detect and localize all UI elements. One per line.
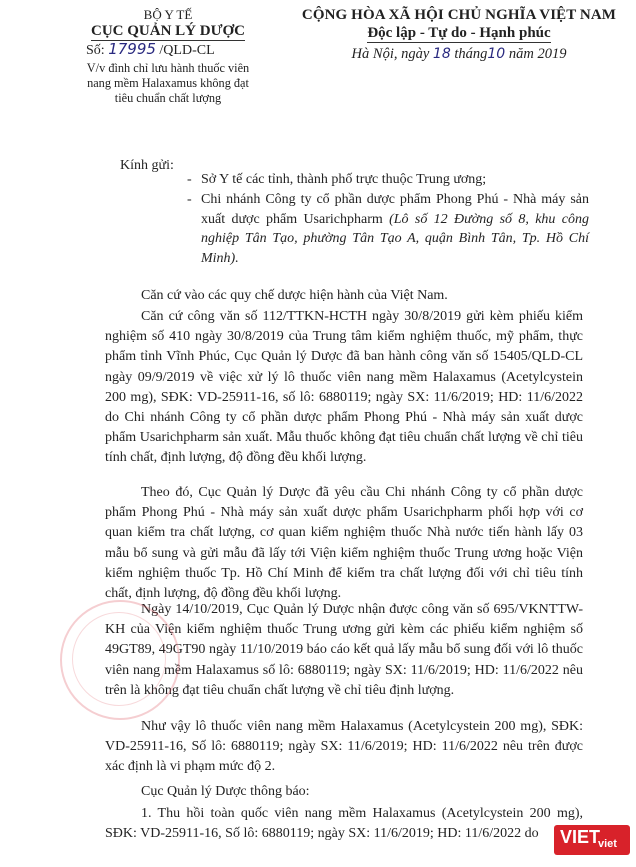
department-label: CỤC QUẢN LÝ DƯỢC [90,23,246,39]
subject [58,61,278,106]
date-month-handwritten: 10 [487,46,506,62]
paragraph: Ngày 14/10/2019, Cục Quản lý Dược nhận được công văn số 695/VKNTTW-KH của Viện kiểm nghiệm thuốc Trung ương gửi kèm các phiếu kiểm nghiệm số 49GT89, 49GT90 ngày 11/10/2019 báo cáo kết quả lấy mẫu bổ sung đối với lô thuốc viên nang mềm Halaxamus số lô: 6880119; ngày SX: 11/6/2019; HD: 11/6/2022 nêu trên là không đạt tiêu chuẩn chất lượng về chỉ tiêu định lượng. [105,602,583,698]
republic-title: CỘNG HÒA XÃ HỘI CHỦ NGHĨA VIỆT NAM [301,7,617,23]
paragraph: Căn cứ công văn số 112/TTKN-HCTH ngày 30/8/2019 gửi kèm phiếu kiểm nghiệm số 410 ngày 30/8/2019 của Trung tâm kiểm nghiệm thuốc, mỹ phẩm, thực phẩm tỉnh Vĩnh Phúc, Cục Quản lý Dược đã ban hành công văn số 15405/QLD-CL ngày 09/9/2019 về việc xử lý lô thuốc viên nang mềm Halaxamus (Acetylcystein 200 mg), SĐK: VD-25911-16, số lô: 6880119; ngày SX: 11/6/2019; HD: 11/6/2022 do Chi nhánh Công ty cổ phần dược phẩm Phong Phú - Nhà máy sản xuất dược phẩm Usarichpharm sản xuất. Mẫu thuốc không đạt tiêu chuẩn chất lượng về chỉ tiêu tính chất, định lượng, độ đồng đều khối lượng. [105,309,583,466]
motto [282,24,636,43]
paragraph: Cục Quản lý Dược thông báo: [141,784,310,799]
document-number [58,41,278,59]
vietnamnet-logo [554,823,630,857]
subject-line: tiêu chuẩn chất lượng [114,91,222,105]
date-year: năm 2019 [508,46,567,62]
subject-line: nang mềm Halaxamus không đạt [87,76,249,90]
header-left [58,6,278,106]
date-month-label: tháng [454,46,488,62]
logo-text-top: VIET [560,827,601,847]
recipients-label: Kính gửi: [120,158,174,173]
subject-line: V/v đình chỉ lưu hành thuốc viên [86,61,250,75]
recipient-item: - Sở Y tế các tỉnh, thành phố trực thuộc Trung ương; [187,172,487,187]
ministry-name: BỘ Y TẾ [143,7,193,22]
so-label: Số: [86,43,105,58]
recipient-address: (Lô số 12 Đường số 8, khu công nghiệp Tân Tạo, phường Tân Tạo A, quận Bình Tân, Tp. Hồ Chí Minh). [201,211,589,266]
so-number-handwritten: 17995 [108,40,156,58]
paragraph: 1. Thu hồi toàn quốc viên nang mềm Halaxamus (Acetylcystein 200 mg), SĐK: VD-25911-16, Số lô: 6880119; ngày SX: 11/6/2019; HD: 11/6/2022 do [105,806,583,842]
date-prefix: Hà Nội, ngày [351,46,430,62]
header-right [282,6,636,63]
so-suffix: /QLD-CL [159,43,215,58]
motto-label: Độc lập - Tự do - Hạnh phúc [367,25,551,41]
logo-text-bottom: viet [598,838,617,850]
recipient-text: Chi nhánh Công ty cổ phần dược phẩm Phong Phú - Nhà máy sản xuất dược phẩm Usarichpharm [201,192,589,227]
recipient-item: - Chi nhánh Công ty cổ phần dược phẩm Phong Phú - Nhà máy sản xuất dược phẩm Usarichpharm (Lô số 12 Đường số 8, khu công nghiệp Tân Tạo, phường Tân Tạo A, quận Bình Tân, Tp. Hồ Chí Minh). [187,192,589,266]
date-day-handwritten: 18 [432,46,451,62]
paragraph: Như vậy lô thuốc viên nang mềm Halaxamus (Acetylcystein 200 mg), SĐK: VD-25911-16, Số lô: 6880119; ngày SX: 11/6/2019; HD: 11/6/2022 nêu trên được xác định là vi phạm mức độ 2. [105,719,583,775]
stamp-inner-ring [72,612,166,706]
department-name [58,23,278,41]
recipient-text: Sở Y tế các tỉnh, thành phố trực thuộc Trung ương; [201,172,487,187]
issue-date [282,45,636,63]
paragraph: Theo đó, Cục Quản lý Dược đã yêu cầu Chi nhánh Công ty cổ phần dược phẩm Phong Phú - Nhà máy sản xuất dược phẩm Usarichpharm phối hợp với cơ quan kiểm tra chất lượng, cơ quan kiểm nghiệm thuốc Nhà nước tiến hành lấy 03 mẫu bổ sung và gửi mẫu đã lấy tới Viện kiểm nghiệm thuốc Trung ương hoặc Viện kiểm nghiệm thuốc Tp. Hồ Chí Minh để kiểm tra chất lượng đối với chỉ tiêu tính chất, định lượng, độ đồng đều khối lượng. [105,485,583,602]
paragraph: Căn cứ vào các quy chế dược hiện hành của Việt Nam. [141,288,448,303]
